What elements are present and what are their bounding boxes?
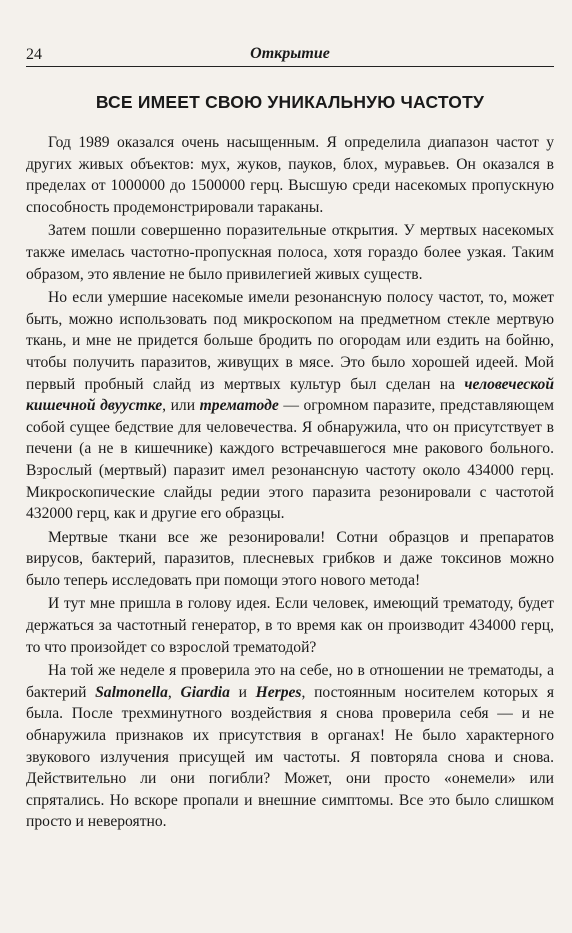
paragraph-1: Год 1989 оказался очень насыщенным. Я определила диапазон частот у других живых объектов: мух, жуков, пауков, блох, муравьев. Он оказался в пределах от 1000000 до 1500000 герц. Высшую среди насекомых пропускную способность продемонстрировали тараканы. [26,134,554,216]
paragraph-6-text-a: На той же неделе я проверила это на себе, но в отношении не трематоды, а бактерий [26,662,554,701]
section-title: ВСЕ ИМЕЕТ СВОЮ УНИКАЛЬНУЮ ЧАСТОТУ [95,92,485,112]
paragraph-3-text-e: — огромном паразите, представляющем собой сущее бедствие для человечества. Я обнаружила, что он присутствует в печени (а не в кишечнике) каждого встречавшегося мне ракового больного. Взрослый (мертвый) паразит имел резонансную частоту около 434000 герц. Микроскопические слайды редии этого паразита резонировали с частотой 432000 герц, как и другие его образцы. [26,397,555,523]
emphasis-term-trematode: трематоде [199,397,279,415]
emphasis-term-salmonella: Salmonella [95,683,168,701]
paragraph-6-text-e: и [229,683,256,701]
paragraph-4: Мертвые ткани все же резонировали! Сотни образцов и препаратов вирусов, бактерий, паразитов, плесневых грибков и даже токсинов можно было теперь исследовать при помощи этого нового метода! [26,528,554,589]
page-number: 24 [26,46,42,63]
paragraph-3-text-c: , или [162,397,200,415]
paragraph-6-text-c: , [167,683,181,701]
paragraph-3-text-a: Но если умершие насекомые имели резонансную полосу частот, то, может быть, можно использовать под микроскопом на предметном стекле мертвую ткань, и мне не придется больше бродить по огородам или ездить на бойню, чтобы получить паразитов, живущих в мясе. Это было хорошей идеей. Мой первый пробный слайд из мертвых культур был сделан на [26,289,554,393]
page-header [26,44,554,67]
paragraph-3 [26,287,554,525]
paragraph-2: Затем пошли совершенно поразительные открытия. У мертвых насекомых также имелась частотно-пропускная полоса, хотя гораздо более узкая. Таким образом, это явление не было привилегией живых существ. [26,222,554,283]
emphasis-term-giardia: Giardia [180,683,230,701]
body-text [26,132,554,835]
running-title: Открытие [250,45,330,62]
paragraph-6 [26,660,554,833]
emphasis-term-herpes: Herpes [255,683,302,701]
paragraph-6-text-g: , постоянным носителем которых я была. После трехминутного воздействия я снова проверила себя — и не обнаружила признаков их присутствия в органах! Не было характерного звукового излучения присущей им частоты. Я повторяла снова и снова. Действительно ли они погибли? Может, они просто «онемели» или спрятались. Но вскоре пропали и внешние симптомы. Все это было слишком просто и невероятно. [26,683,554,831]
paragraph-5: И тут мне пришла в голову идея. Если человек, имеющий трематоду, будет держаться за частотный генератор, в то время как он производит 434000 герц, то что произойдет со взрослой трематодой? [26,595,554,656]
emphasis-term-fluke: человеческой кишечной двуустке [26,375,554,415]
